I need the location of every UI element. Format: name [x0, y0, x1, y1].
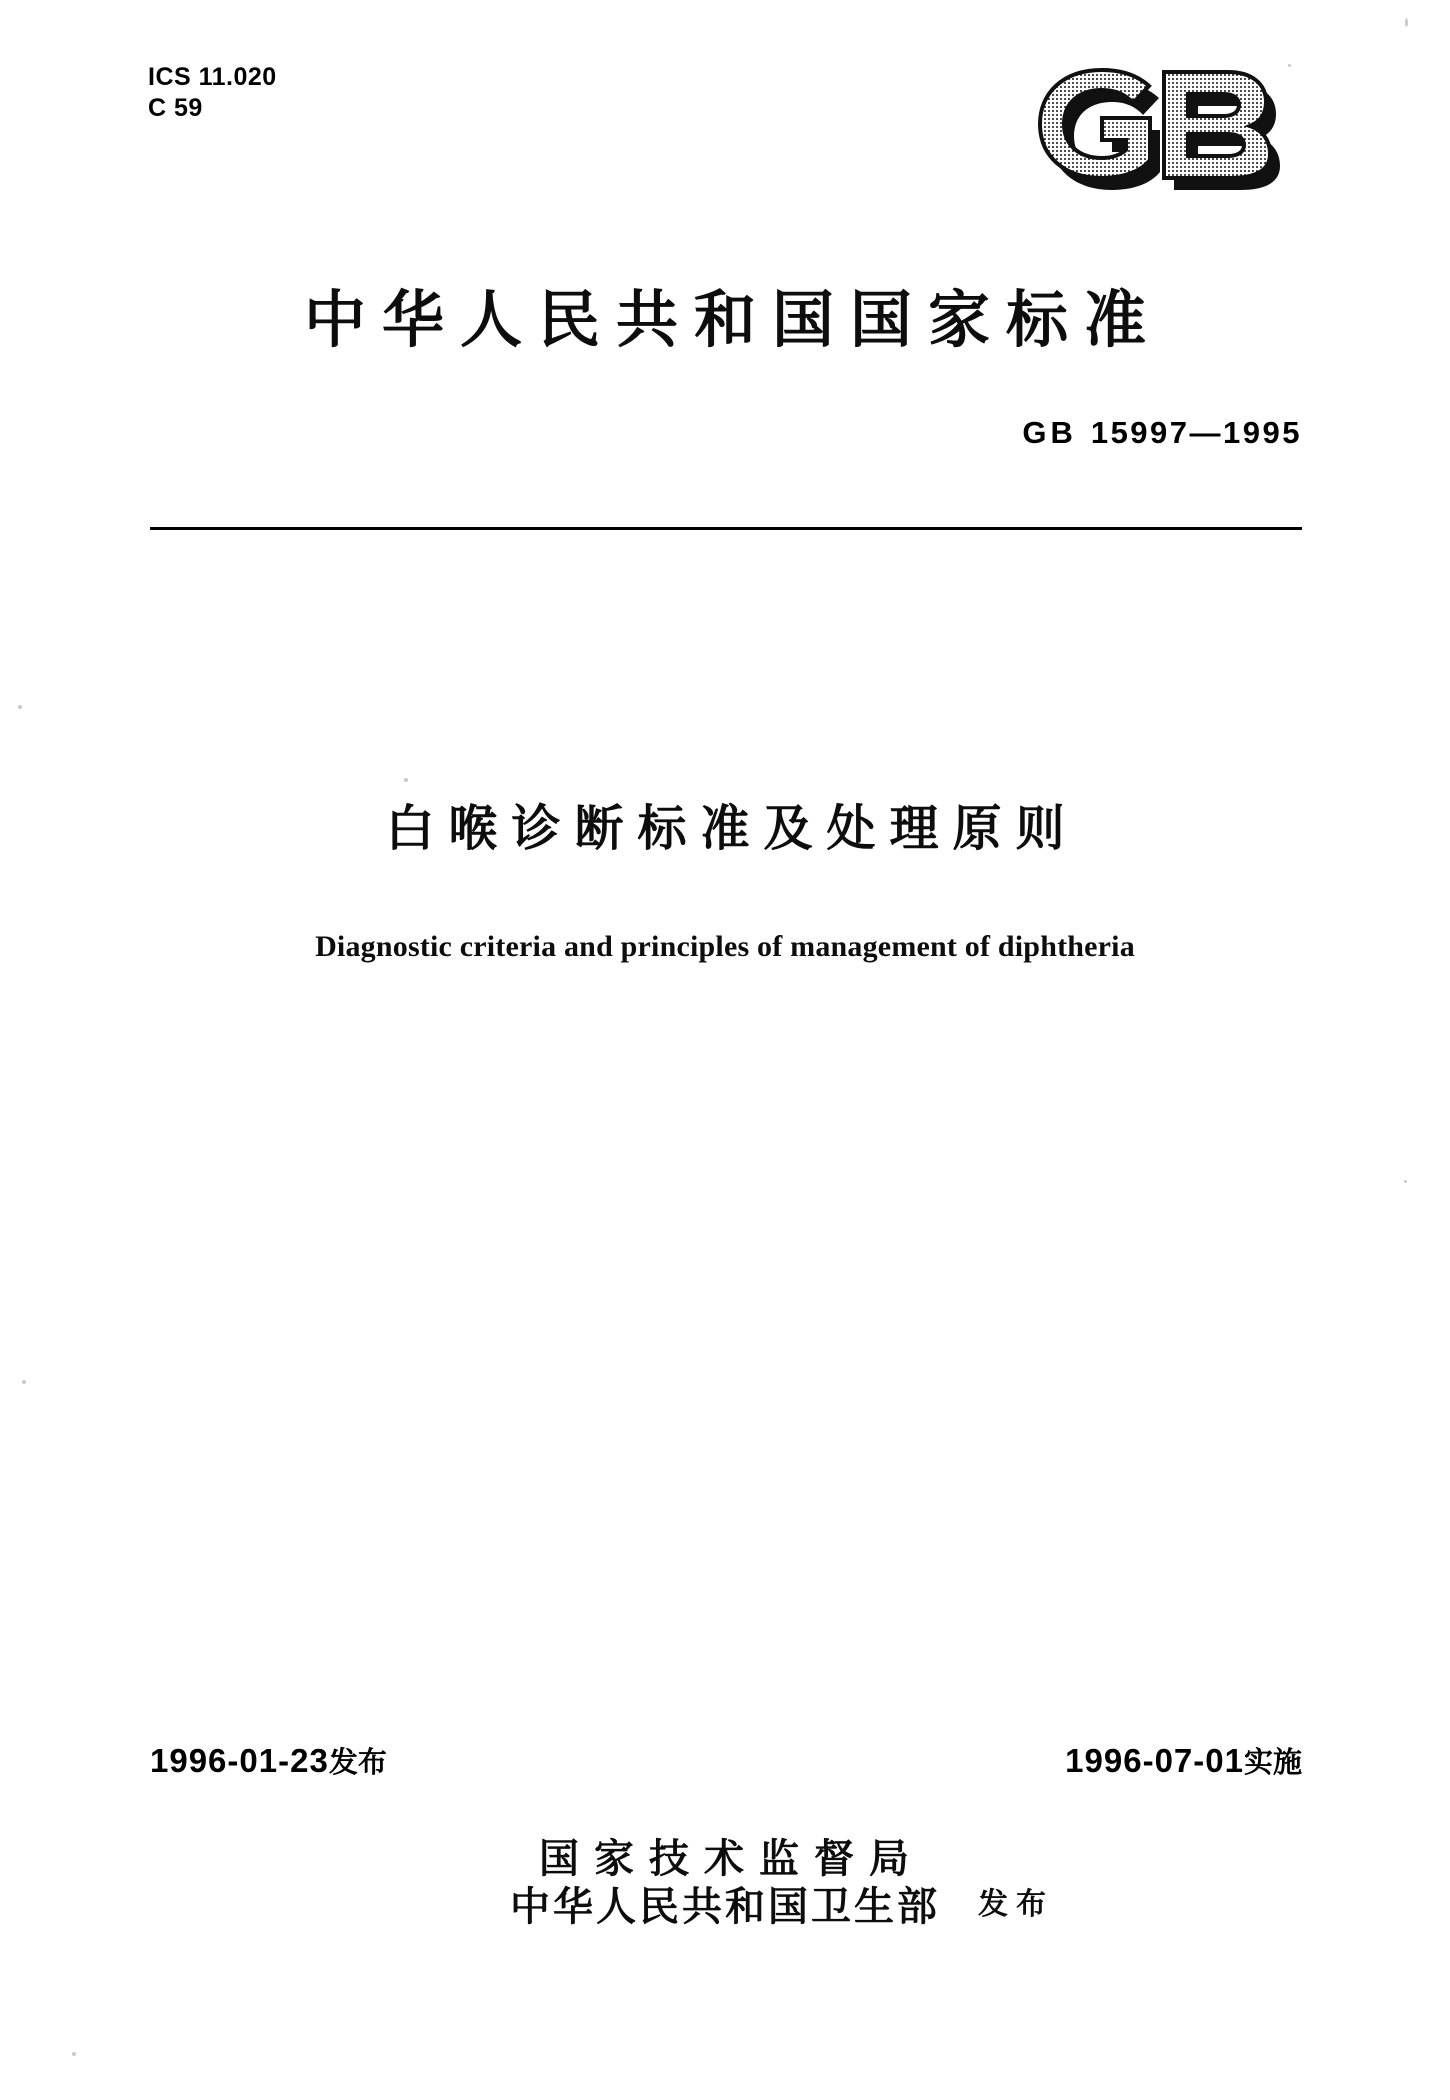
scan-speck: [404, 778, 408, 782]
effective-date: [1065, 1740, 1302, 1781]
effective-date-label: 实施: [1243, 1745, 1302, 1779]
national-standard-title: 中华人民共和国国家标准: [303, 283, 1162, 356]
page-title: 白喉诊断标准及处理原则: [385, 800, 1079, 857]
issue-date-value: 1996-01-23: [150, 1742, 329, 1779]
classification-code: C 59: [148, 94, 203, 122]
scan-speck: [1405, 18, 1408, 27]
publisher-primary: 国家技术监督局: [539, 1836, 924, 1882]
standard-number-prefix: GB: [1022, 415, 1077, 450]
publisher-secondary: 中华人民共和国卫生部: [510, 1884, 940, 1930]
scan-speck: [72, 2052, 76, 2056]
page-subtitle-english: Diagnostic criteria and principles of management of diphtheria: [315, 930, 1135, 963]
publisher-names: [510, 1835, 1054, 1931]
scan-speck: [18, 705, 22, 709]
ics-code: ICS 11.020: [148, 63, 277, 91]
publisher-verb: 发布: [978, 1887, 1054, 1922]
effective-date-value: 1996-07-01: [1065, 1742, 1244, 1779]
classification-codes: [148, 62, 277, 124]
standard-number: [1022, 415, 1302, 451]
scan-speck: [22, 1380, 26, 1384]
gb-emblem-icon: [1032, 62, 1302, 192]
header-divider: [150, 527, 1302, 530]
publisher-block: [0, 1835, 1450, 1931]
scan-speck: [1404, 1180, 1407, 1183]
issue-date: [150, 1740, 387, 1781]
issue-date-label: 发布: [328, 1745, 387, 1779]
standard-number-value: 15997—1995: [1090, 415, 1302, 450]
